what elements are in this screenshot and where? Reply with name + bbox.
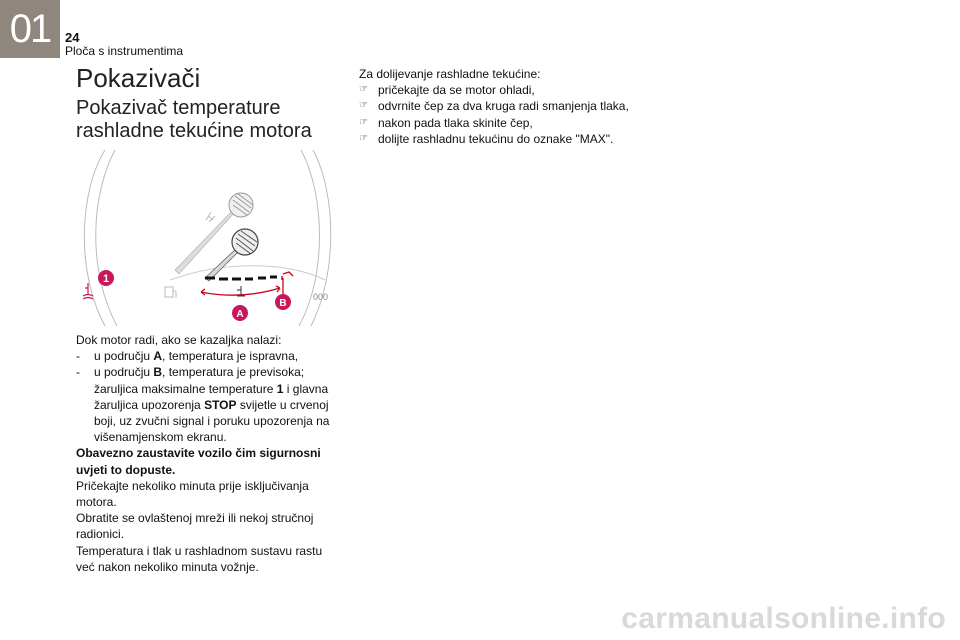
pointer-icon: ☞ xyxy=(359,132,368,144)
paragraph-dealer: Obratite se ovlaštenoj mreži ili nekoj stručnoj radionici. xyxy=(76,511,314,542)
fuel-icon xyxy=(165,287,176,298)
temperature-scale xyxy=(205,277,277,279)
svg-text:B: B xyxy=(279,298,287,309)
section-title: Ploča s instrumentima xyxy=(65,44,184,58)
intro-paragraph: Dok motor radi, ako se kazaljka nalazi: xyxy=(76,333,282,347)
subtitle-line-1: Pokazivač temperature xyxy=(76,97,281,119)
temperature-gauge-figure xyxy=(75,150,337,326)
odometer-text: 000 xyxy=(313,292,329,302)
list-item: - u području A, temperatura je ispravna, xyxy=(76,349,299,364)
watermark[interactable]: carmanualsonline.info xyxy=(621,602,946,635)
svg-text:A: A xyxy=(236,309,244,320)
paragraph-wait: Pričekajte nekoliko minuta prije isključivanja motora. xyxy=(76,478,309,510)
right-body-text xyxy=(359,66,659,147)
pointer-icon: ☞ xyxy=(359,100,368,112)
chapter-tab xyxy=(0,0,60,58)
page-title: Pokazivači xyxy=(76,63,201,93)
page-number: 24 xyxy=(65,30,80,45)
left-body-text xyxy=(76,332,344,575)
pointer-icon: ☞ xyxy=(359,116,368,128)
list-item: - u području B, temperatura je previsoka; žaruljica maksimalne temperature 1 i glavna žaruljica upozorenja STOP svijetle u crvenoj boji, uz zvučni signal i poruku upozorenja na višenamjenskom ekranu. xyxy=(76,365,330,445)
pointer-icon: ☞ xyxy=(359,84,368,96)
chapter-number: 01 xyxy=(9,6,51,51)
step-item: ☞ odvrnite čep za dva kruga radi smanjenja tlaka, xyxy=(359,99,629,114)
warning-paragraph: Obavezno zaustavite vozilo čim sigurnosni uvjeti to dopuste. xyxy=(76,446,321,477)
svg-text:1: 1 xyxy=(102,273,110,285)
callout-a xyxy=(232,305,248,321)
paragraph-temperature: Temperatura i tlak u rashladnom sustavu rastu već nakon nekoliko minuta vožnje. xyxy=(76,543,323,574)
coolant-intro: Za dolijevanje rashladne tekućine: xyxy=(359,67,541,81)
step-item: ☞ pričekajte da se motor ohladi, xyxy=(359,83,535,98)
subtitle xyxy=(76,97,346,143)
callout-1 xyxy=(98,270,114,286)
step-item: ☞ nakon pada tlaka skinite čep, xyxy=(359,115,533,130)
callout-b xyxy=(275,294,291,310)
eco-icon xyxy=(206,212,215,222)
subtitle-line-2: rashladne tekućine motora xyxy=(76,120,312,142)
step-item: ☞ dolijte rashladnu tekućinu do oznake "MAX". xyxy=(359,131,614,146)
